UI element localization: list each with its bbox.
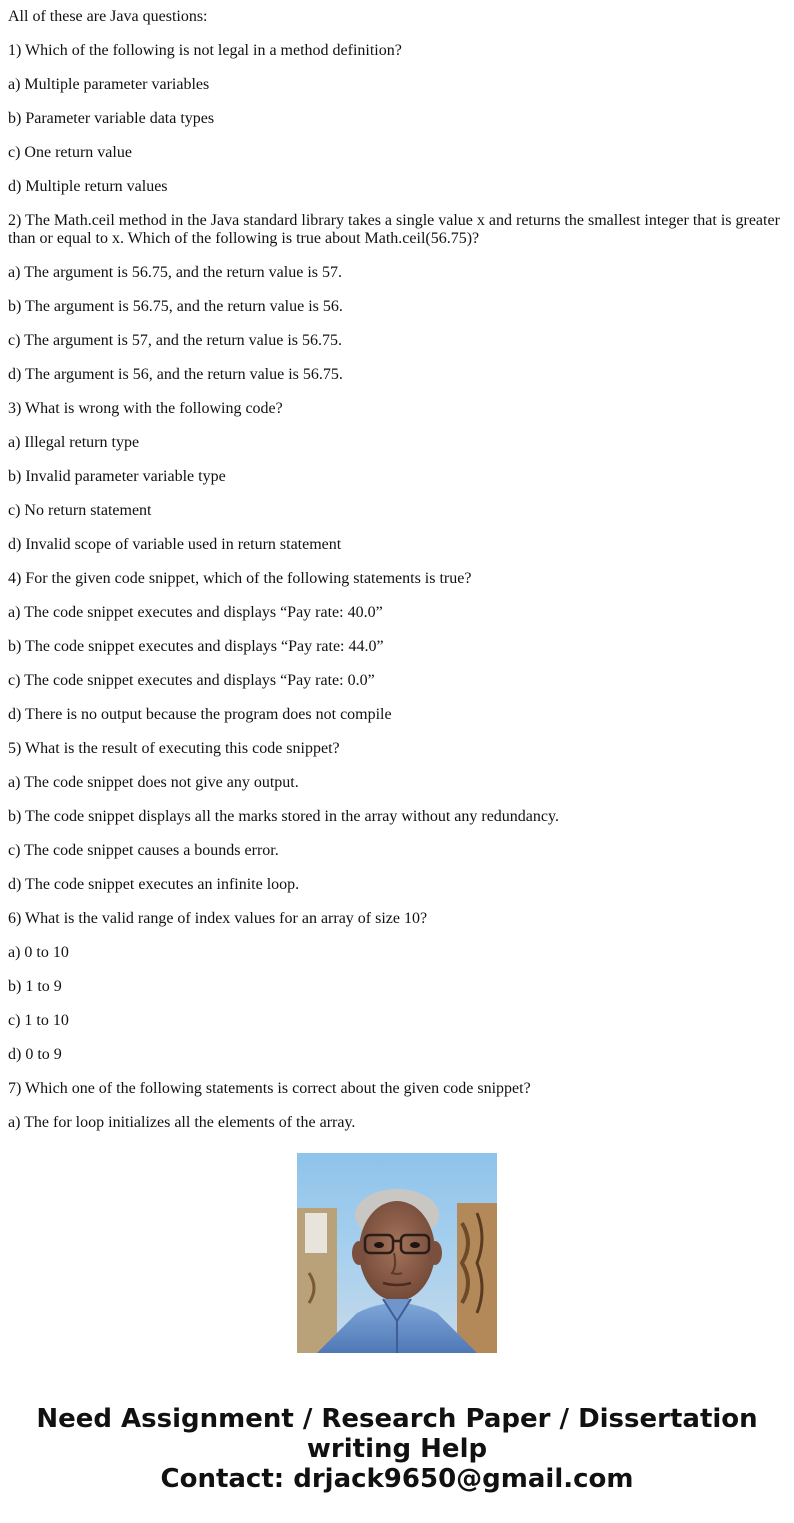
text-line: a) Multiple parameter variables <box>8 76 210 93</box>
text-line: c) The code snippet executes and displays “Pay rate: 0.0” <box>8 672 375 689</box>
text-line: 6) What is the valid range of index values for an array of size 10? <box>8 910 428 927</box>
text-line: 1) Which of the following is not legal in a method definition? <box>8 42 402 59</box>
text-line: c) 1 to 10 <box>8 1012 69 1029</box>
text-line: d) Invalid scope of variable used in return statement <box>8 536 342 553</box>
text-line: c) The code snippet causes a bounds error. <box>8 842 279 859</box>
text-line: c) The argument is 57, and the return value is 56.75. <box>8 332 342 349</box>
avatar <box>297 1153 497 1353</box>
text-line: b) 1 to 9 <box>8 978 62 995</box>
text-line: a) The code snippet executes and displays “Pay rate: 40.0” <box>8 604 383 621</box>
text-line: a) 0 to 10 <box>8 944 69 961</box>
intro-text: All of these are Java questions: <box>8 8 208 25</box>
text-line: b) The code snippet executes and displays “Pay rate: 44.0” <box>8 638 384 655</box>
text-line: a) Illegal return type <box>8 434 140 451</box>
text-line: a) The argument is 56.75, and the return value is 57. <box>8 264 342 281</box>
text-line: d) The code snippet executes an infinite loop. <box>8 876 300 893</box>
banner-line: writing Help <box>306 1434 488 1464</box>
text-line: 4) For the given code snippet, which of the following statements is true? <box>8 570 472 587</box>
text-line: 3) What is wrong with the following code? <box>8 400 283 417</box>
banner-line: Need Assignment / Research Paper / Dissertation <box>36 1404 758 1434</box>
portrait-photo <box>297 1153 497 1353</box>
contact-banner <box>0 1404 794 1494</box>
text-line: d) The argument is 56, and the return value is 56.75. <box>8 366 343 383</box>
text-line: 7) Which one of the following statements is correct about the given code snippet? <box>8 1080 531 1097</box>
text-line: a) The for loop initializes all the elements of the array. <box>8 1114 356 1131</box>
text-line: b) The argument is 56.75, and the return value is 56. <box>8 298 343 315</box>
text-line: 2) The Math.ceil method in the Java standard library takes a single value x and returns the smallest integer that is greater than or equal to x. Which of the following is true about Math.ceil(56.75)? <box>8 212 780 247</box>
text-line: d) Multiple return values <box>8 178 168 195</box>
text-line: b) Invalid parameter variable type <box>8 468 226 485</box>
text-line: c) No return statement <box>8 502 152 519</box>
text-line: b) The code snippet displays all the marks stored in the array without any redundancy. <box>8 808 559 825</box>
text-line: 5) What is the result of executing this code snippet? <box>8 740 340 757</box>
text-line: d) 0 to 9 <box>8 1046 62 1063</box>
document-body <box>8 0 788 1131</box>
text-line: a) The code snippet does not give any output. <box>8 774 299 791</box>
text-line: d) There is no output because the program does not compile <box>8 706 392 723</box>
text-line: c) One return value <box>8 144 132 161</box>
contact-email-line: Contact: drjack9650@gmail.com <box>160 1464 634 1494</box>
text-line: b) Parameter variable data types <box>8 110 215 127</box>
